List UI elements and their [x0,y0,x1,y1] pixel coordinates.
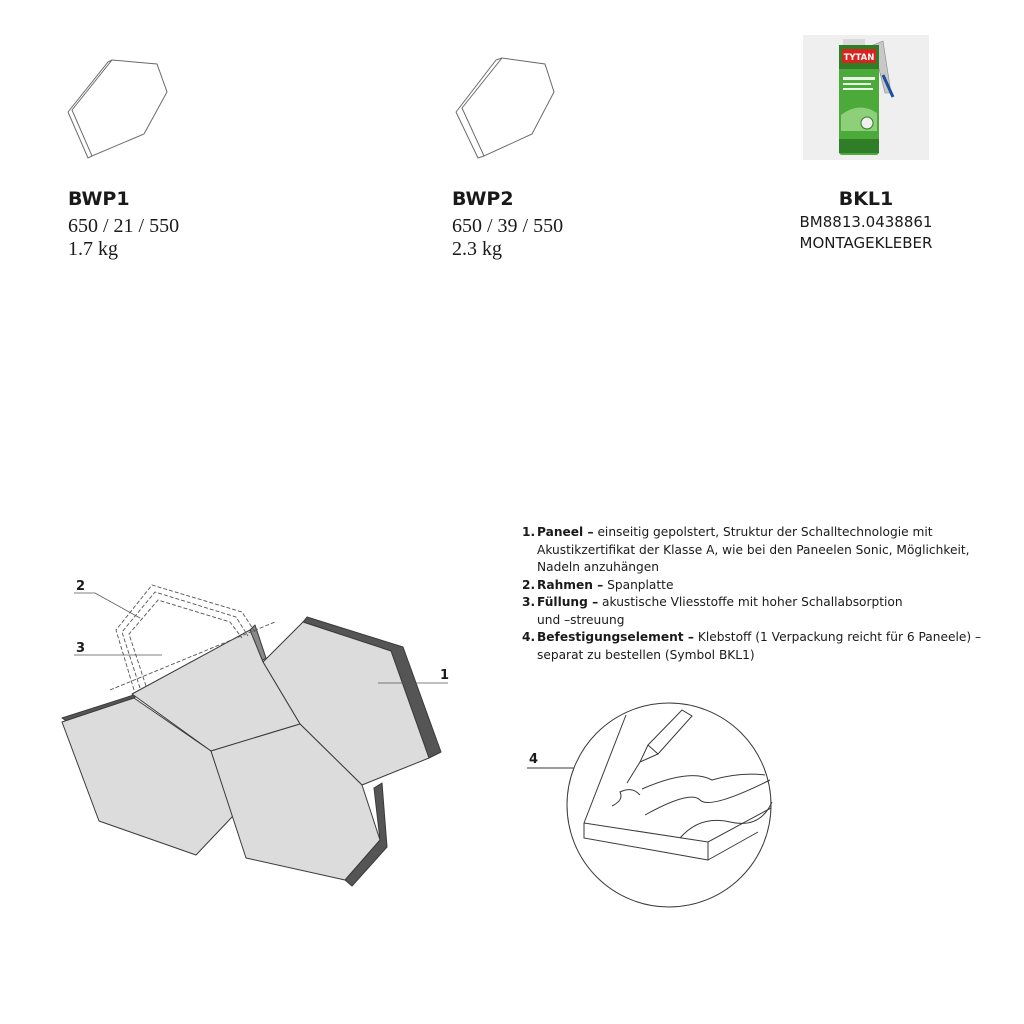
legend-number: 4. [522,630,536,644]
legend-item-fastener [522,629,1002,664]
legend-number: 1. [522,525,536,539]
bwp2-code: BWP2 [452,188,514,210]
legend-text-line: und –streuung [537,612,625,627]
bkl1-description: MONTAGEKLEBER [799,234,933,252]
bwp1-dimensions: 650 / 21 / 550 [68,215,180,237]
bwp1-weight: 1.7 kg [68,238,118,260]
legend-item-filling [522,594,1002,629]
legend-text-line: Spanplatte [607,577,674,592]
adhesive-detail-illustration [525,698,785,910]
legend-text-line: Nadeln anzuhängen [537,560,659,574]
legend-text-line: separat zu bestellen (Symbol BKL1) [537,647,755,662]
legend-term: Rahmen – [537,577,604,592]
legend-text-line: Klebstoff (1 Verpackung reicht für 6 Paneele) – [697,630,982,644]
bkl1-code: BKL1 [838,188,894,210]
bwp2-dimensions: 650 / 39 / 550 [452,215,564,237]
bkl1-reference: BM8813.0438861 [799,213,933,231]
tube-brand-label: TYTAN [843,53,875,63]
components-legend [522,524,1002,664]
bwp2-panel-thumbnail [450,52,562,164]
legend-term: Füllung – [537,595,599,609]
legend-text-line: akustische Vliesstoffe mit hoher Schallabsorption [602,595,903,609]
bwp2-weight: 2.3 kg [452,238,502,260]
legend-item-panel [522,524,1002,577]
legend-number: 3. [522,595,536,609]
bwp1-code: BWP1 [68,188,130,210]
legend-number: 2. [522,577,536,592]
callout-2: 2 [76,579,86,594]
callout-4: 4 [529,752,539,767]
legend-term: Befestigungselement – [537,630,694,644]
legend-item-frame [522,577,1002,595]
adhesive-tube-photo [803,35,929,160]
callout-1: 1 [440,668,450,683]
bwp1-panel-thumbnail [62,52,174,164]
legend-text-line: einseitig gepolstert, Struktur der Schalltechnologie mit [597,525,933,539]
legend-term: Paneel – [537,525,594,539]
callout-3: 3 [76,641,86,656]
panel-assembly-illustration [55,570,455,900]
legend-text-line: Akustikzertifikat der Klasse A, wie bei den Paneelen Sonic, Möglichkeit, [537,542,970,557]
